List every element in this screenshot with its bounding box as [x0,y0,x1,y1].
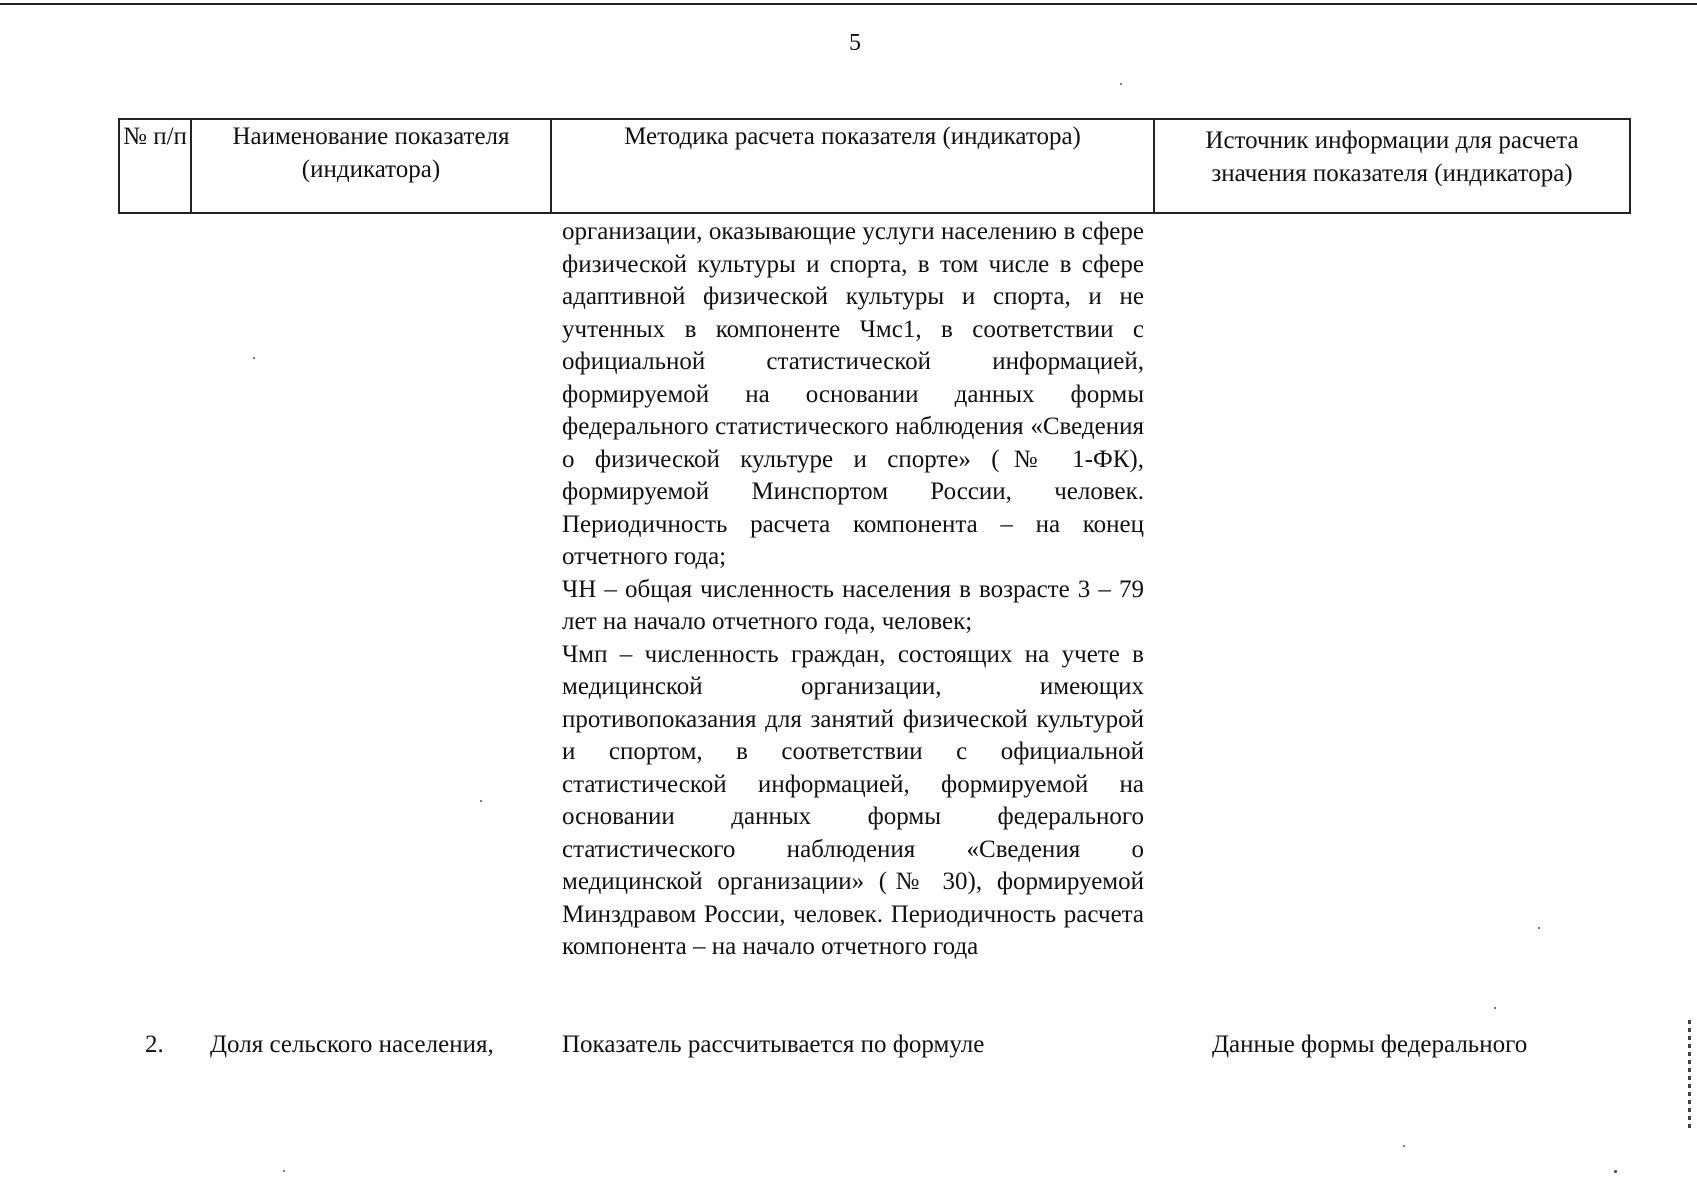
header-cell-calculation-method: Методика расчета показателя (индикатора) [552,120,1155,212]
scan-speck [283,1170,285,1172]
row-2-number: 2. [145,1031,164,1058]
method-continuation-text [562,216,1144,964]
method-paragraph: Чмп – численность граждан, состоящих на учете в медицинской организации, имеющих противопоказания для занятий физической культурой и спортом, в соответствии с официальной статистической информацией, формируемой на основании данных формы федерального статистического наблюдения «Сведения о медицинской организации» (№ 30), формируемой Минздравом России, человек. Периодичность расчета компонента – на начало отчетного года [562,640,1144,960]
row-2-indicator-name: Доля сельского населения, [210,1031,494,1058]
scan-speck [253,357,255,359]
row-2-source: Данные формы федерального [1212,1031,1528,1058]
page-number: 5 [849,30,861,56]
method-paragraph: ЧН – общая численность населения в возрасте 3 – 79 лет на начало отчетного года, человек; [562,575,1144,635]
header-cell-indicator-name: Наименование показателя (индикатора) [192,120,552,212]
table-header [118,118,1631,214]
row-2-method: Показатель рассчитывается по формуле [562,1031,985,1058]
scan-speck [1494,1007,1496,1009]
scan-edge-mark [1688,1020,1691,1130]
top-rule [0,3,1697,5]
scan-speck [480,800,482,802]
method-paragraph: организации, оказывающие услуги населению в сфере физической культуры и спорта, в том числе в сфере адаптивной физической культуры и спорта, и не учтенных в компоненте Чмс1, в соответствии с официальной статистической информацией, формируемой на основании данных формы федерального статистического наблюдения «Сведения о физической культуре и спорте» (№ 1-ФК), формируемой Минспортом России, человек. Периодичность расчета компонента – на конец отчетного года; [562,218,1144,570]
scan-speck [1403,1145,1405,1147]
header-cell-information-source: Источник информации для расчета значения показателя (индикатора) [1205,127,1579,187]
scan-speck [1614,1170,1617,1173]
scan-speck [1538,927,1540,929]
header-cell-number: № п/п [120,120,192,212]
scan-speck [1120,83,1122,85]
